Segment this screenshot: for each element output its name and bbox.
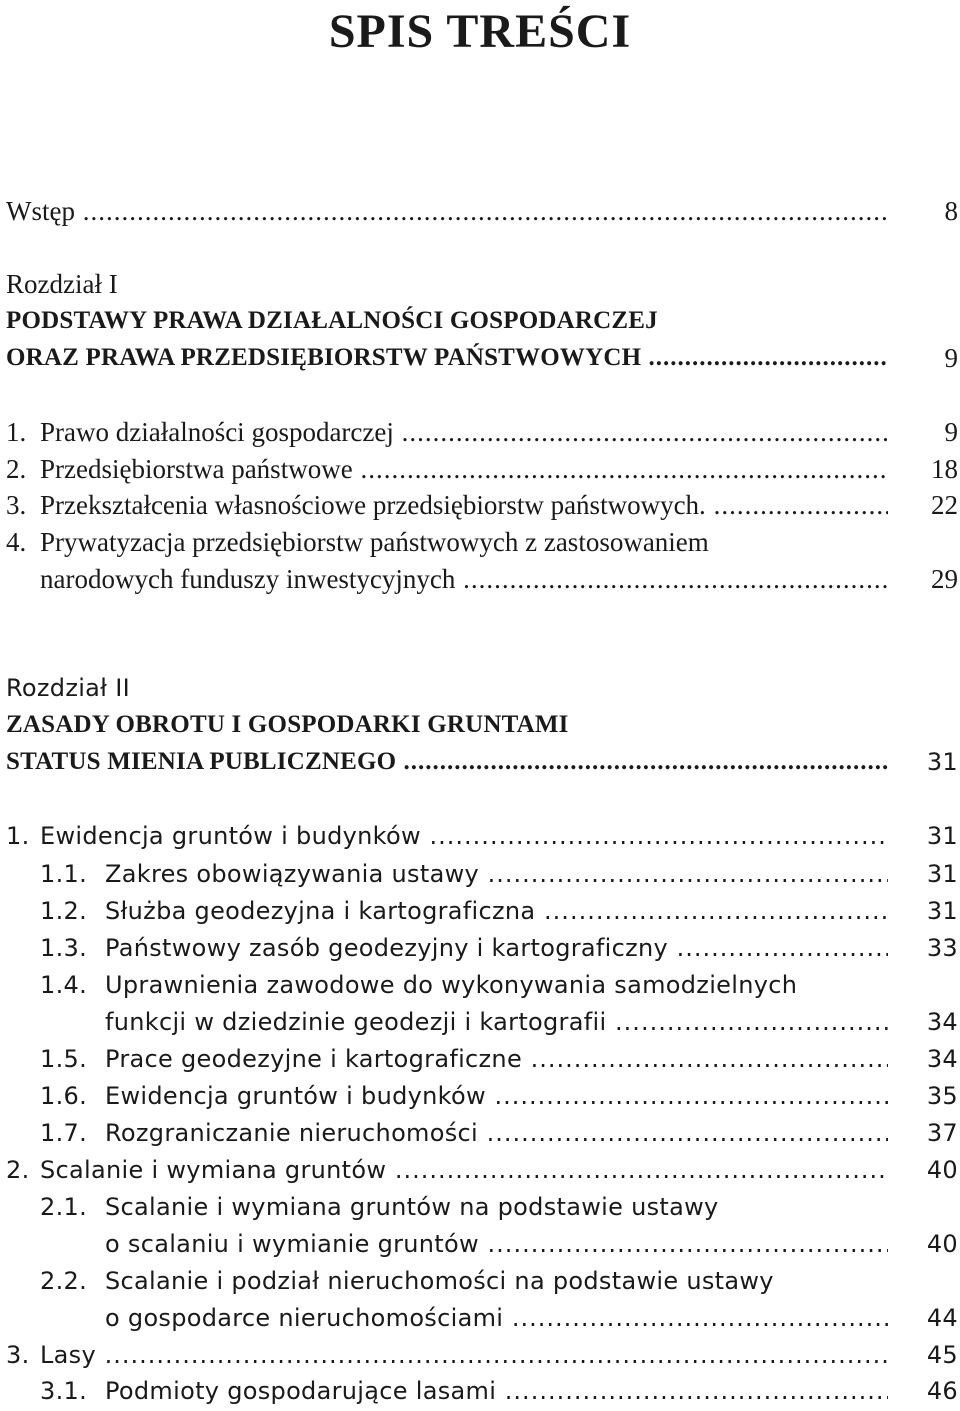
- toc-entry: [0, 524, 960, 560]
- toc-entry-number: 1.7.: [40, 1119, 87, 1147]
- toc-entry-number: 3.: [6, 490, 27, 520]
- toc-entry-page: 8: [944, 196, 958, 226]
- toc-entry-text: Zakres obowiązywania ustawy .....: [105, 856, 888, 892]
- toc-entry-text: ZASADY OBROTU I GOSPODARKI GRUNTAMI: [6, 711, 569, 738]
- toc-entry-page: 31: [926, 860, 958, 888]
- toc-entry: [0, 1189, 960, 1225]
- toc-entry-page: 37: [926, 1119, 958, 1147]
- toc-entry-number: 4.: [6, 527, 27, 557]
- toc-entry-page: 40: [926, 1230, 958, 1258]
- toc-entry-page: 31: [926, 748, 958, 776]
- toc-entry-number: 3.1.: [40, 1377, 87, 1405]
- toc-entry: [0, 1004, 960, 1040]
- toc-entry: [0, 1337, 960, 1373]
- toc-entry: [0, 1226, 960, 1262]
- chapter-title: [0, 340, 960, 376]
- toc-entry-page: 9: [944, 343, 958, 373]
- toc-entry: [0, 487, 960, 523]
- toc-entry-page: 33: [926, 934, 958, 962]
- toc-entry: [0, 818, 960, 854]
- toc-entry: [0, 1115, 960, 1151]
- toc-entry-text: Prywatyzacja przedsiębiorstw państwowych z zastosowaniem: [40, 527, 709, 557]
- toc-entry-page: 18: [931, 454, 958, 484]
- toc-entry-text: narodowych funduszy inwestycyjnych .....: [40, 561, 888, 597]
- toc-entry-page: 31: [926, 822, 958, 850]
- toc-entry: [0, 893, 960, 929]
- toc-entry-text: Podmioty gospodarujące lasami .....: [105, 1373, 888, 1409]
- toc-entry: [0, 1373, 960, 1409]
- toc-entry-page: 46: [926, 1377, 958, 1405]
- toc-entry-text: Scalanie i wymiana gruntów .....: [40, 1152, 888, 1188]
- toc-entry: [0, 856, 960, 892]
- toc-entry-page: 29: [931, 564, 958, 594]
- toc-entry-text: Przedsiębiorstwa państwowe .....: [40, 451, 888, 487]
- toc-entry-text: Przekształcenia własnościowe przedsiębiorstw państwowych. .....: [40, 487, 888, 523]
- toc-entry-text: Lasy .....: [40, 1337, 888, 1373]
- toc-entry-text: Rozgraniczanie nieruchomości .....: [105, 1115, 888, 1151]
- toc-entry-page: 9: [944, 417, 958, 447]
- toc-entry-number: 2.: [6, 454, 27, 484]
- toc-entry: [0, 561, 960, 597]
- toc-entry-number: 3.: [6, 1341, 30, 1369]
- toc-entry-page: 35: [926, 1082, 958, 1110]
- toc-entry-page: 31: [926, 897, 958, 925]
- toc-entry-page: 34: [926, 1008, 958, 1036]
- page-title: SPIS TREŚCI: [328, 5, 632, 58]
- chapter-label: [0, 266, 960, 302]
- toc-entry-text: o gospodarce nieruchomościami .....: [105, 1300, 888, 1336]
- toc-entry: [0, 451, 960, 487]
- toc-entry-text: Państwowy zasób geodezyjny i kartograficzny .....: [105, 930, 888, 966]
- toc-entry: [0, 193, 960, 229]
- toc-entry-page: 34: [926, 1045, 958, 1073]
- toc-entry: [0, 967, 960, 1003]
- toc-entry-text: PODSTAWY PRAWA DZIAŁALNOŚCI GOSPODARCZEJ: [6, 307, 658, 334]
- toc-entry-page: 44: [926, 1304, 958, 1332]
- toc-entry-text: Służba geodezyjna i kartograficzna .....: [105, 893, 888, 929]
- toc-entry-text: funkcji w dziedzinie geodezji i kartografii .....: [105, 1004, 888, 1040]
- toc-entry-text: Prace geodezyjne i kartograficzne .....: [105, 1041, 888, 1077]
- toc-entry-text: o scalaniu i wymianie gruntów .....: [105, 1226, 888, 1262]
- toc-entry-page: 45: [926, 1341, 958, 1369]
- toc-entry: [0, 930, 960, 966]
- toc-entry: [0, 1300, 960, 1336]
- chapter-title: [0, 744, 960, 780]
- toc-entry-number: 1.: [6, 822, 30, 850]
- toc-entry-text: Wstęp .....: [6, 193, 888, 229]
- chapter-title: [0, 707, 960, 743]
- toc-entry-text: Scalanie i wymiana gruntów na podstawie ustawy: [105, 1193, 719, 1221]
- toc-entry: [0, 414, 960, 450]
- toc-entry-text: ORAZ PRAWA PRZEDSIĘBIORSTW PAŃSTWOWYCH .....: [6, 340, 888, 376]
- toc-entry-number: 2.: [6, 1156, 30, 1184]
- toc-entry-number: 1.3.: [40, 934, 87, 962]
- chapter-label: [0, 670, 960, 706]
- toc-entry-text: Uprawnienia zawodowe do wykonywania samodzielnych: [105, 971, 798, 999]
- toc-entry: [0, 1078, 960, 1114]
- toc-entry-number: 1.2.: [40, 897, 87, 925]
- toc-entry-text: STATUS MIENIA PUBLICZNEGO .....: [6, 744, 888, 780]
- toc-entry-text: Rozdział I: [6, 269, 118, 299]
- toc-entry: [0, 1152, 960, 1188]
- toc-entry-number: 1.1.: [40, 860, 87, 888]
- toc-entry-text: Ewidencja gruntów i budynków .....: [105, 1078, 888, 1114]
- toc-entry-page: 22: [931, 490, 958, 520]
- toc-entry: [0, 1263, 960, 1299]
- toc-entry-text: Scalanie i podział nieruchomości na podstawie ustawy: [105, 1267, 774, 1295]
- toc-entry-text: Ewidencja gruntów i budynków .....: [40, 818, 888, 854]
- toc-entry: [0, 1041, 960, 1077]
- toc-entry-number: 1.: [6, 417, 27, 447]
- toc-entry-text: Rozdział II: [6, 674, 130, 702]
- toc-entry-text: Prawo działalności gospodarczej .....: [40, 414, 888, 450]
- toc-entry-number: 1.5.: [40, 1045, 87, 1073]
- toc-entry-number: 1.6.: [40, 1082, 87, 1110]
- toc-entry-number: 1.4.: [40, 971, 87, 999]
- toc-entry-number: 2.2.: [40, 1267, 87, 1295]
- chapter-title: [0, 303, 960, 339]
- toc-entry-page: 40: [926, 1156, 958, 1184]
- toc-entry-number: 2.1.: [40, 1193, 87, 1221]
